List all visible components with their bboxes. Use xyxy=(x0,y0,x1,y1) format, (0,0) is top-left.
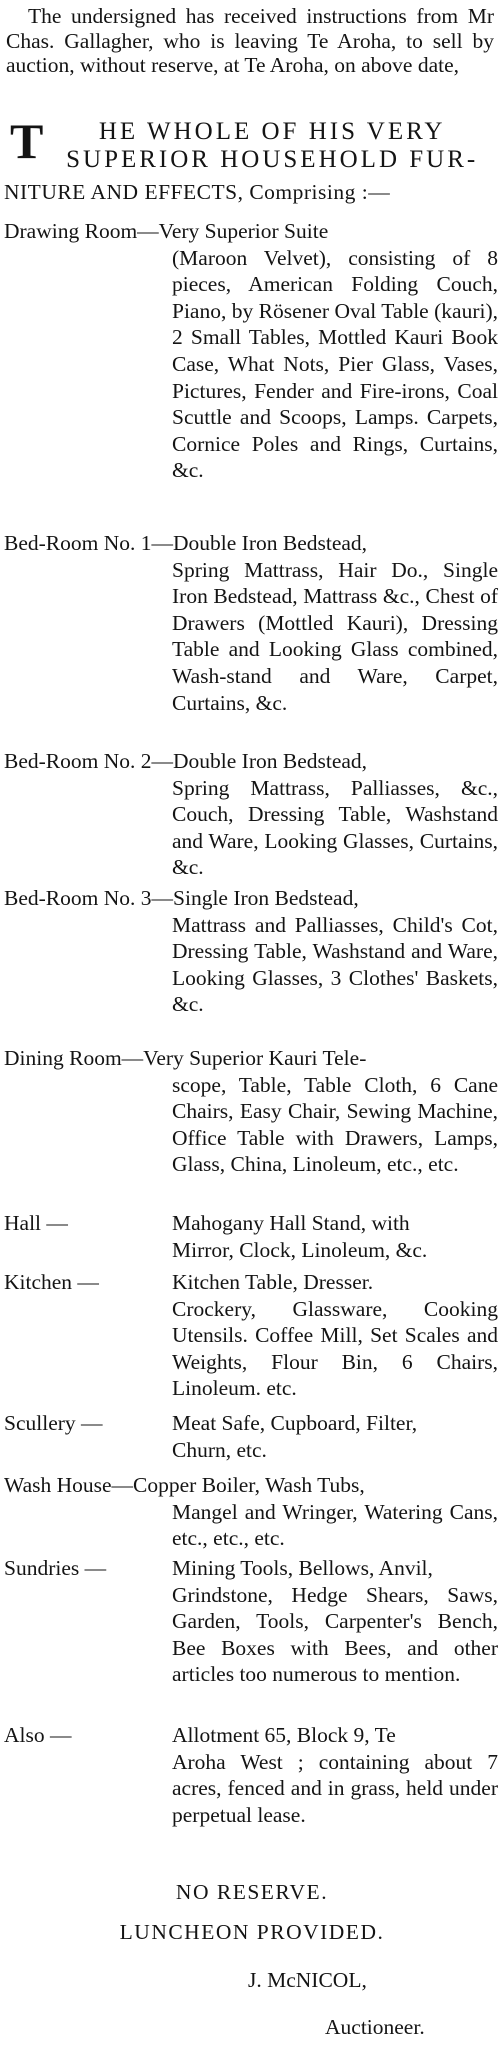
entry-label: Bed-Room No. 3— xyxy=(4,886,174,910)
entry-sundries xyxy=(4,1555,498,1688)
entry-description: Mattrass and Palliasses, Child's Cot, Dressing Table, Washstand and Ware, Looking Glasses, 3 Clothes' Baskets, &c. xyxy=(172,912,498,1017)
entry-also xyxy=(4,1722,498,1828)
entry-scullery xyxy=(4,1410,498,1463)
entry-label: Dining Room— xyxy=(4,1046,144,1070)
entry-dining-room xyxy=(4,1045,498,1178)
entry-first-line: Mining Tools, Bellows, Anvil, xyxy=(172,1556,433,1580)
heading-line-1-text: HE WHOLE OF HIS VERY xyxy=(98,118,446,145)
entry-label: Drawing Room— xyxy=(4,219,159,243)
entry-first-line: Single Iron Bedstead, xyxy=(173,886,359,910)
entry-label: Wash House— xyxy=(4,1473,134,1497)
entry-bed-room-1 xyxy=(4,530,498,716)
entry-label: Scullery — xyxy=(4,1411,103,1435)
entry-description: Aroha West ; containing about 7 acres, fenced and in grass, held under perpetual lease. xyxy=(172,1749,498,1827)
entry-label: Also — xyxy=(4,1723,72,1747)
entry-label: Bed-Room No. 2— xyxy=(4,749,174,773)
entry-first-line: Allotment 65, Block 9, Te xyxy=(172,1723,396,1747)
auctioneer-name: J. McNICOL, xyxy=(248,1968,367,1992)
heading-line-2-text: SUPERIOR HOUSEHOLD FUR- xyxy=(66,146,479,173)
heading-line-3: NITURE AND EFFECTS, Comprising :— xyxy=(4,180,391,204)
entry-description: Spring Mattrass, Hair Do., Single Iron Bedstead, Mattrass &c., Chest of Drawers (Mottled Kauri), Dressing Table and Looking Glass combined, Wash-stand and Ware, Carpet, Curtains, &c. xyxy=(172,557,498,715)
entry-description: scope, Table, Table Cloth, 6 Cane Chairs, Easy Chair, Sewing Machine, Office Table with Drawers, Lamps, Glass, China, Linoleum, etc., etc. xyxy=(172,1072,498,1177)
entry-bed-room-3 xyxy=(4,885,498,1018)
entry-description: Spring Mattrass, Palliasses, &c., Couch, Dressing Table, Washstand and Ware, Looking Glasses, Curtains, &c. xyxy=(172,775,498,880)
no-reserve-line: NO RESERVE. xyxy=(175,1880,329,1904)
entry-bed-room-2 xyxy=(4,748,498,881)
entry-drawing-room xyxy=(4,218,498,484)
entry-description: Churn, etc. xyxy=(172,1437,267,1462)
entry-wash-house xyxy=(4,1472,498,1552)
entry-description: Mirror, Clock, Linoleum, &c. xyxy=(172,1237,428,1262)
entry-first-line: Very Superior Suite xyxy=(158,219,329,243)
entry-first-line: Mahogany Hall Stand, with xyxy=(172,1211,410,1235)
entry-kitchen xyxy=(4,1269,498,1402)
heading-dropcap: T xyxy=(10,113,47,169)
entry-description: Grindstone, Hedge Shears, Saws, Garden, Tools, Carpenter's Bench, Bee Boxes with Bees, and other articles too numerous to mention. xyxy=(172,1582,498,1687)
auctioneer-title: Auctioneer. xyxy=(325,2015,425,2039)
entry-first-line: Double Iron Bedstead, xyxy=(173,749,368,773)
entry-description: (Maroon Velvet), consisting of 8 pieces, American Folding Couch, Piano, by Rösener Oval Table (kauri), 2 Small Tables, Mottled Kauri Book Case, What Nots, Pier Glass, Vases, Pictures, Fender and Fire-irons, Coal Scuttle and Scoops, Lamps. Carpets, Cornice Poles and Rings, Curtains, &c. xyxy=(172,245,498,483)
entry-description: Mangel and Wringer, Watering Cans, etc., etc., etc. xyxy=(172,1499,498,1551)
entry-first-line: Copper Boiler, Wash Tubs, xyxy=(133,1473,365,1497)
entry-label: Sundries — xyxy=(4,1556,107,1580)
entry-label: Kitchen — xyxy=(4,1270,99,1294)
entry-first-line: Meat Safe, Cupboard, Filter, xyxy=(172,1411,418,1435)
entry-description: Crockery, Glassware, Cooking Utensils. Coffee Mill, Set Scales and Weights, Flour Bin, 6 Chairs, Linoleum. etc. xyxy=(172,1296,498,1401)
intro-paragraph: The undersigned has received instructions from Mr Chas. Gallagher, who is leaving Te Aroha, to sell by auction, without reserve, at Te Aroha, on above date, xyxy=(6,4,494,77)
entry-first-line: Kitchen Table, Dresser. xyxy=(172,1270,374,1294)
luncheon-line: LUNCHEON PROVIDED. xyxy=(119,1920,385,1944)
entry-first-line: Double Iron Bedstead, xyxy=(173,531,368,555)
entry-first-line: Very Superior Kauri Tele- xyxy=(143,1046,367,1070)
entry-hall xyxy=(4,1210,498,1263)
entry-label: Bed-Room No. 1— xyxy=(4,531,174,555)
entry-label: Hall — xyxy=(4,1211,68,1235)
heading-line-1 xyxy=(4,113,494,174)
